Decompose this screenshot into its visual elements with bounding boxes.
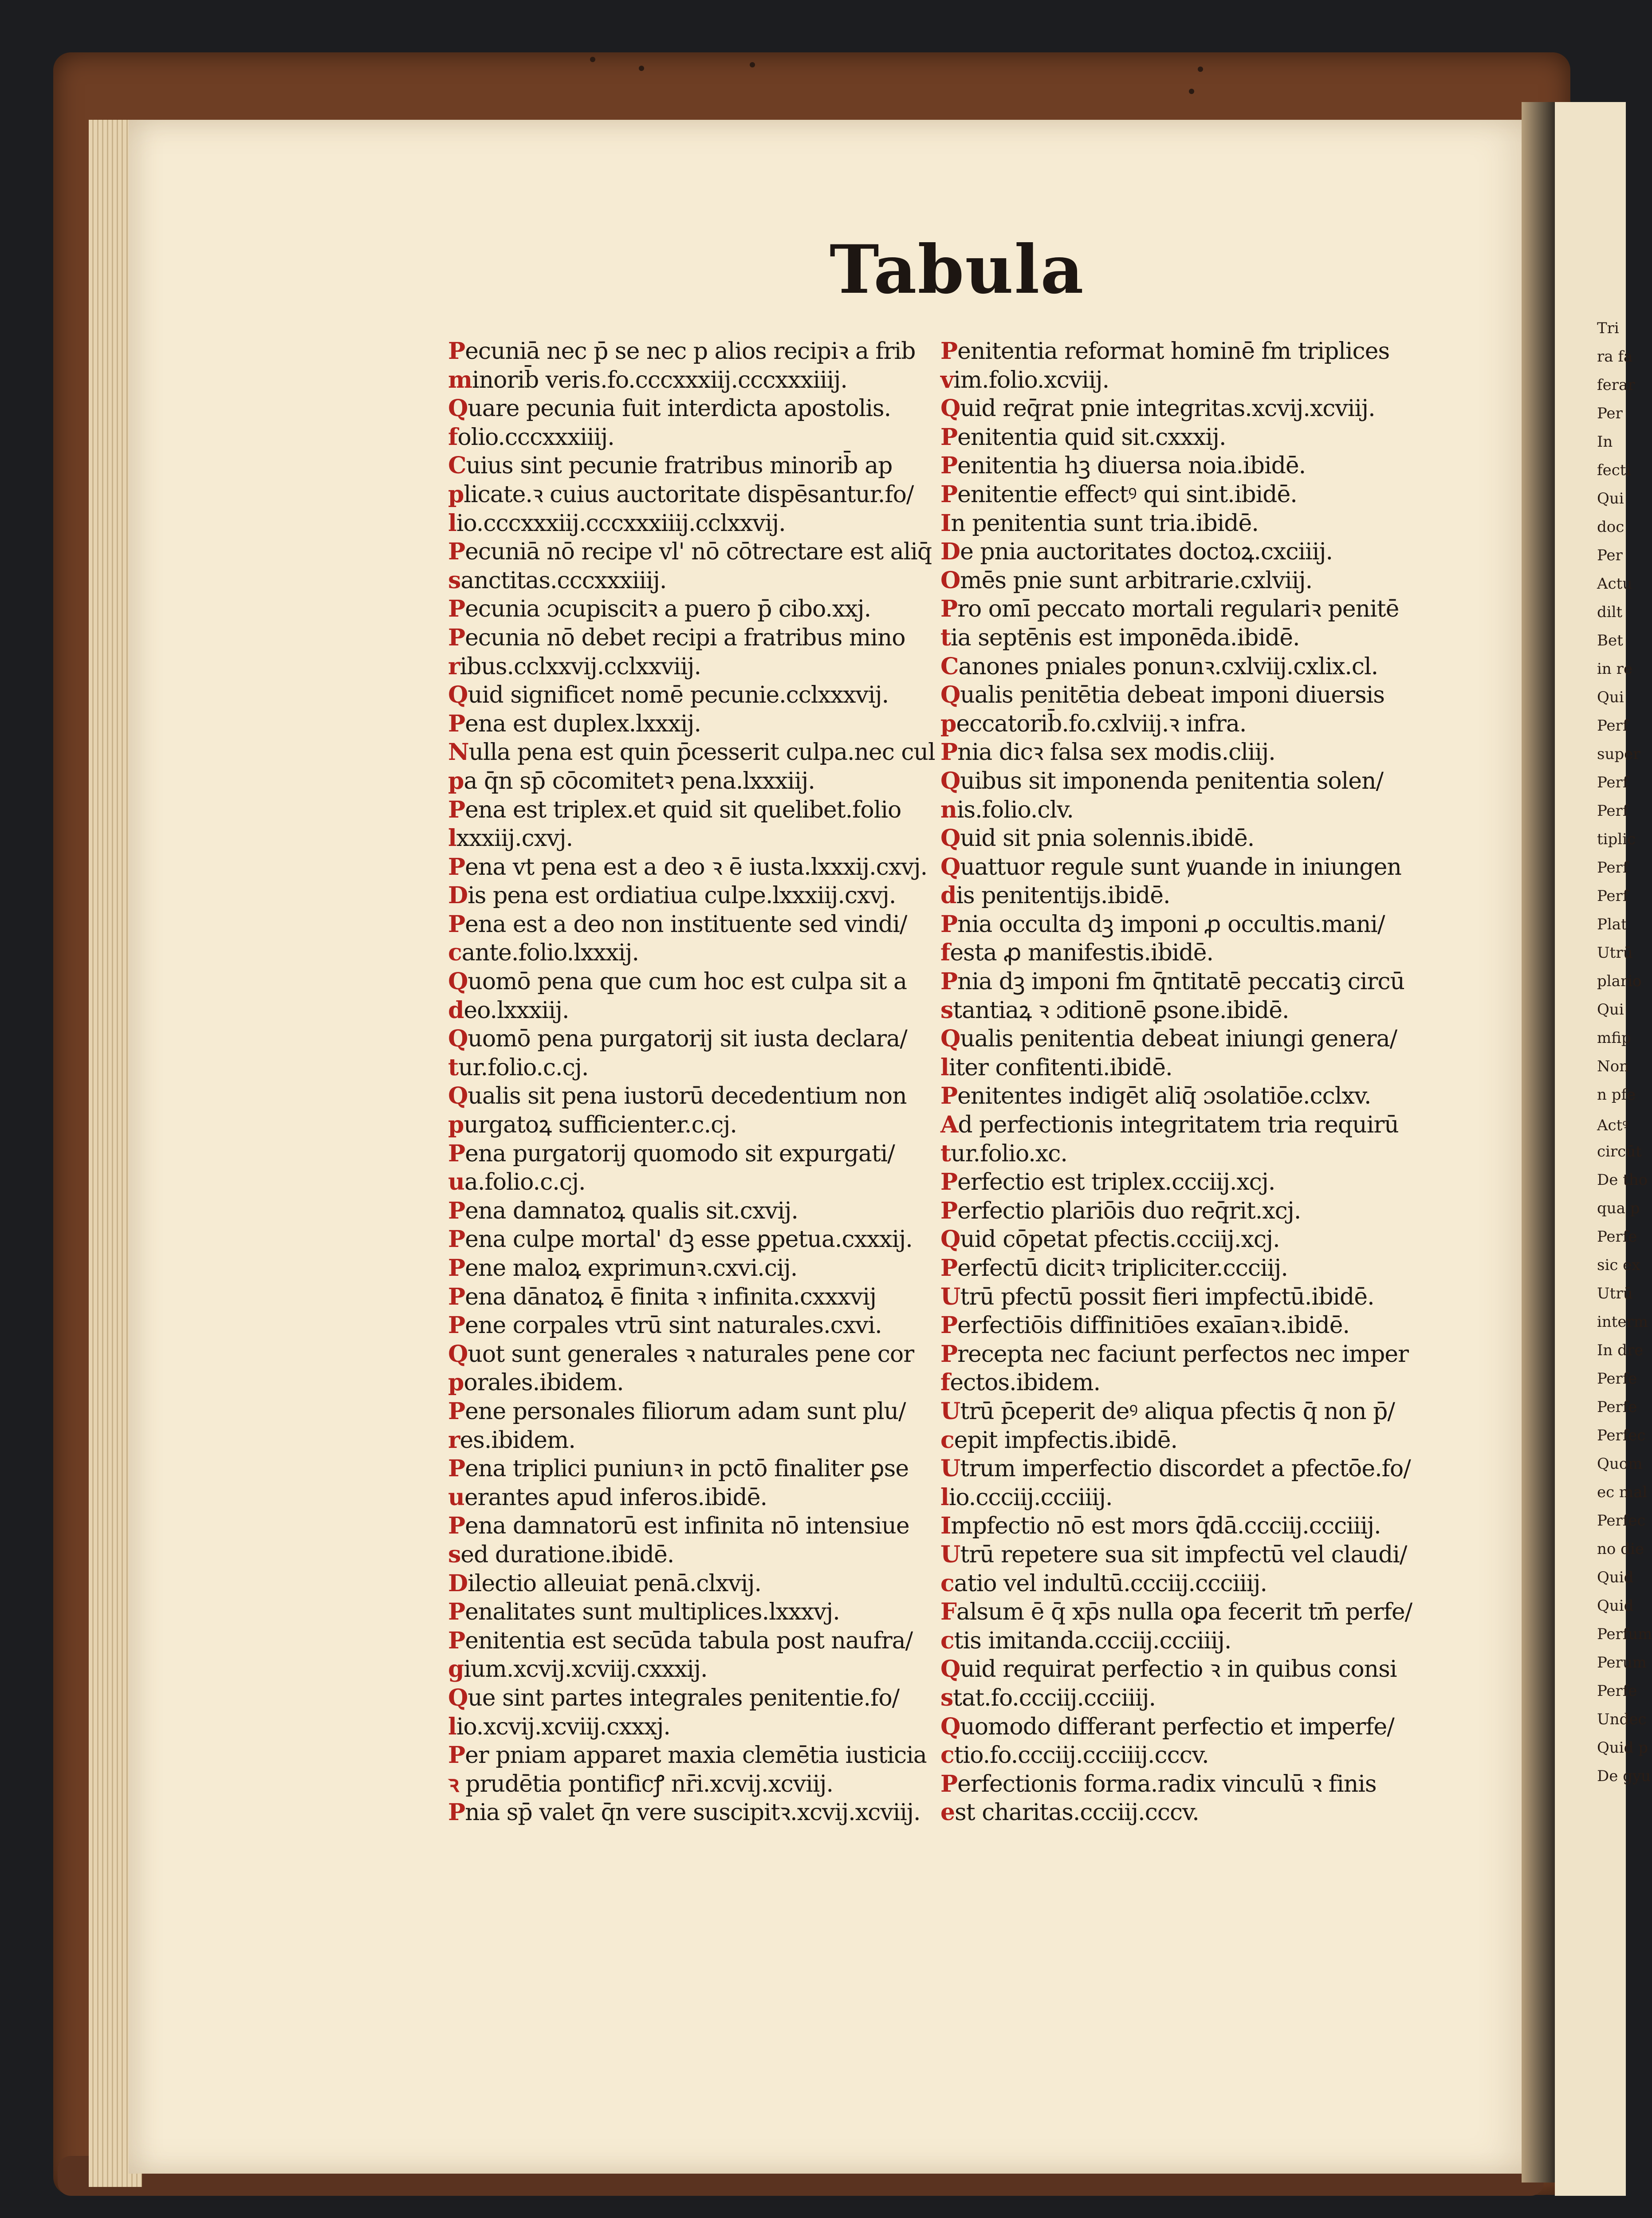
index-entry-line: deo.lxxxiij. bbox=[448, 996, 569, 1024]
right-page-fragment: interm bbox=[1597, 1313, 1648, 1331]
index-entry-line: De pnia auctoritates doctoꝝ.cxciiij. bbox=[940, 538, 1333, 566]
index-entry-line: Pena damnatorū est infinita nō intensiue bbox=[448, 1512, 909, 1540]
index-entry-line: peccatorib̄.fo.cxlviij.ꝛ infra. bbox=[940, 710, 1247, 737]
index-entry-line: Pena est a deo non instituente sed vindi/ bbox=[448, 910, 907, 938]
index-entry-line: sed duratione.ibidē. bbox=[448, 1541, 674, 1568]
index-entry-line: Pena est duplex.lxxxij. bbox=[448, 710, 701, 737]
right-page-fragment: Actꝰ bbox=[1597, 1117, 1628, 1134]
index-entry-line: pa q̄n sp̄ cōcomitetꝛ pena.lxxxiij. bbox=[448, 767, 815, 794]
index-entry-line: Penitentia reformat hominē fm triplices bbox=[940, 338, 1390, 365]
index-entry-line: ribus.cclxxvij.cclxxviij. bbox=[448, 653, 701, 680]
index-entry-line: stantiaꝝ ꝛ ɔditionē ꝑsone.ibidē. bbox=[940, 996, 1289, 1024]
index-entry-line: In penitentia sunt tria.ibidē. bbox=[940, 509, 1259, 537]
right-page-fragment: Per bbox=[1597, 547, 1623, 564]
index-entry-line: Quid cōpetat pfectis.ccciij.xcj. bbox=[940, 1226, 1280, 1253]
index-entry-line: Pena damnatoꝝ qualis sit.cxvij. bbox=[448, 1197, 798, 1224]
right-page-fragment: super bbox=[1597, 745, 1640, 763]
index-entry-line: tur.folio.xc. bbox=[940, 1140, 1067, 1167]
index-entry-line: Perfectio est triplex.ccciij.xcj. bbox=[940, 1168, 1275, 1196]
index-entry-line: Pene maloꝝ exprimunꝛ.cxvi.cij. bbox=[448, 1255, 798, 1282]
right-page-fragment: ferar bbox=[1597, 376, 1635, 394]
index-entry-line: lio.cccxxxiij.cccxxxiiij.cclxxvij. bbox=[448, 509, 786, 537]
index-entry-line: stat.fo.ccciij.ccciiij. bbox=[940, 1684, 1156, 1711]
index-entry-line: minorib̄ veris.fo.cccxxxiij.cccxxxiiij. bbox=[448, 366, 847, 393]
index-entry-line: Utrū repetere sua sit impfectū vel claudi/ bbox=[940, 1541, 1407, 1568]
index-entry-line: Pena dānatoꝝ ē finita ꝛ infinita.cxxxvij bbox=[448, 1283, 877, 1310]
index-entry-line: sanctitas.cccxxxiiij. bbox=[448, 566, 667, 594]
right-page-fragment: Quid bbox=[1597, 1569, 1634, 1586]
right-page-fragment: ec mal bbox=[1597, 1483, 1648, 1501]
index-entry-line: nis.folio.clv. bbox=[940, 796, 1074, 823]
index-entry-line: Precepta nec faciunt perfectos nec imper bbox=[940, 1340, 1408, 1368]
index-entry-line: festa ꝓ manifestis.ibidē. bbox=[940, 939, 1214, 967]
right-page-fragment: Perfec bbox=[1597, 1512, 1646, 1530]
index-entry-line: Pnia dicꝛ falsa sex modis.cliij. bbox=[940, 739, 1275, 766]
index-entry-line: Quomō pena que cum hoc est culpa sit a bbox=[448, 968, 907, 995]
page-title: Tabula bbox=[830, 231, 1085, 309]
index-entry-line: Penitentia quid sit.cxxxij. bbox=[940, 423, 1226, 451]
index-entry-line: Utrum imperfectio discordet a pfectōe.fo/ bbox=[940, 1455, 1411, 1483]
index-entry-line: ctis imitanda.ccciij.ccciiij. bbox=[940, 1627, 1231, 1654]
right-page-fragment: Perfe bbox=[1597, 1370, 1637, 1388]
right-page-fragment: Perf bbox=[1597, 774, 1628, 791]
index-entry-line: folio.cccxxxiiij. bbox=[448, 423, 614, 451]
index-entry-line: Pene personales filiorum adam sunt plu/ bbox=[448, 1397, 906, 1425]
wormhole bbox=[590, 57, 595, 62]
index-entry-line: Qualis penitentia debeat iniungi genera/ bbox=[940, 1025, 1397, 1053]
index-entry-line: liter confitenti.ibidē. bbox=[940, 1054, 1172, 1081]
index-entry-line: Quot sunt generales ꝛ naturales pene cor bbox=[448, 1340, 914, 1368]
right-page-fragment: Utrū bbox=[1597, 1285, 1633, 1302]
index-entry-line: purgatoꝝ sufficienter.c.cj. bbox=[448, 1111, 737, 1139]
index-entry-line: est charitas.ccciij.cccv. bbox=[940, 1799, 1199, 1826]
index-entry-line: tur.folio.c.cj. bbox=[448, 1054, 589, 1081]
index-entry-line: Pecuniā nō recipe vl' nō cōtrectare est aliq̄ bbox=[448, 538, 932, 566]
index-entry-line: Quattuor regule sunt ꝟuande in iniungen bbox=[940, 853, 1401, 881]
right-page-fragment: ra fa bbox=[1597, 348, 1633, 366]
index-entry-line: Quid sit pnia solennis.ibidē. bbox=[940, 825, 1255, 852]
right-page-fragment: De gyu bbox=[1597, 1767, 1651, 1785]
right-page-fragment: in re bbox=[1597, 660, 1632, 678]
right-page-fragment: Perum bbox=[1597, 1654, 1647, 1671]
right-page-fragment: dilt bbox=[1597, 603, 1623, 621]
page-gutter bbox=[1522, 102, 1557, 2183]
index-entry-line: Perfectio plariōis duo req̄rit.xcj. bbox=[940, 1197, 1301, 1224]
index-entry-line: gium.xcvij.xcviij.cxxxij. bbox=[448, 1656, 708, 1683]
right-page-fragment: Perf bbox=[1597, 887, 1628, 905]
index-entry-line: Per pniam apparet maxia clemētia iusticia bbox=[448, 1742, 927, 1769]
index-entry-line: Cuius sint pecunie fratribus minorib̄ ap bbox=[448, 452, 893, 480]
index-entry-line: tia septēnis est imponēda.ibidē. bbox=[940, 624, 1300, 651]
right-page-fragment: circūt bbox=[1597, 1143, 1642, 1160]
right-page-fragment: Perfum bbox=[1597, 1625, 1652, 1643]
index-entry-line: uerantes apud inferos.ibidē. bbox=[448, 1483, 767, 1511]
wormhole bbox=[750, 62, 755, 67]
right-page-fragment: tiplic bbox=[1597, 830, 1636, 848]
right-page-fragment: Qui bbox=[1597, 688, 1624, 706]
right-page-fragment: Perfe bbox=[1597, 1228, 1637, 1246]
index-entry-line: Quibus sit imponenda penitentia solen/ bbox=[940, 767, 1384, 794]
wormhole bbox=[639, 66, 644, 71]
index-entry-line: Quid requirat perfectio ꝛ in quibus consi bbox=[940, 1656, 1397, 1683]
right-page-fragment: Utrū bbox=[1597, 944, 1633, 962]
right-page-fragment: Actu bbox=[1597, 575, 1632, 593]
index-entry-line: Quomodo differant perfectio et imperfe/ bbox=[940, 1713, 1394, 1740]
index-entry-line: Perfectiōis diffinitiōes exaīanꝛ.ibidē. bbox=[940, 1312, 1350, 1339]
index-entry-line: Pecunia nō debet recipi a fratribus mino bbox=[448, 624, 905, 651]
right-page-fragment: Qui bbox=[1597, 1001, 1624, 1019]
index-entry-line: res.ibidem. bbox=[448, 1426, 575, 1454]
index-entry-line: Pena triplici puniunꝛ in pctō finaliter ꝑse bbox=[448, 1455, 909, 1483]
right-page-fragment: Undec bbox=[1597, 1711, 1647, 1728]
right-page-fragment: Plat bbox=[1597, 916, 1627, 933]
right-page-fragment: Quom bbox=[1597, 1455, 1643, 1473]
right-page-fragment: Per bbox=[1597, 405, 1623, 422]
index-entry-line: Quare pecunia fuit interdicta apostolis. bbox=[448, 395, 891, 422]
index-entry-line: Utrū p̄ceperit deꝰ aliqua pfectis q̄ non p̄/ bbox=[940, 1397, 1395, 1425]
right-page-fragment: Tri bbox=[1597, 319, 1619, 337]
index-entry-line: cepit impfectis.ibidē. bbox=[940, 1426, 1178, 1454]
index-entry-line: Penitentia hꝫ diuersa noia.ibidē. bbox=[940, 452, 1306, 480]
index-entry-line: Quomō pena purgatorij sit iusta declara/ bbox=[448, 1025, 907, 1053]
index-entry-line: Pecunia ɔcupiscitꝛ a puero p̄ cibo.xxj. bbox=[448, 595, 871, 623]
right-page-fragment: Perfec bbox=[1597, 1427, 1646, 1444]
index-entry-line: fectos.ibidem. bbox=[940, 1369, 1101, 1396]
index-entry-line: ctio.fo.ccciij.ccciiij.cccv. bbox=[940, 1742, 1209, 1769]
index-column-right bbox=[940, 337, 1411, 1827]
index-entry-line: vim.folio.xcviij. bbox=[940, 366, 1109, 393]
right-page-fragment: Non bbox=[1597, 1058, 1629, 1075]
right-page-fragment: qua p bbox=[1597, 1199, 1640, 1217]
right-page-fragment: Perf bbox=[1597, 859, 1628, 877]
right-page-fragment: plario bbox=[1597, 972, 1642, 990]
right-page-fragment: Qui bbox=[1597, 490, 1624, 507]
index-entry-line: Que sint partes integrales penitentie.fo/ bbox=[448, 1684, 900, 1711]
index-entry-line: catio vel indultū.ccciij.ccciiij. bbox=[940, 1569, 1267, 1597]
right-page-fragment: Perfe bbox=[1597, 1682, 1637, 1700]
index-entry-line: Pnia sp̄ valet q̄n vere suscipitꝛ.xcvij.xcviij. bbox=[448, 1799, 920, 1826]
index-entry-line: Nulla pena est quin p̄cesserit culpa.nec cul bbox=[448, 739, 935, 766]
right-page-fragment: doc bbox=[1597, 518, 1624, 536]
right-page-fragment: Perf bbox=[1597, 802, 1628, 820]
wormhole bbox=[1198, 67, 1203, 72]
right-page-fragment: Bet bbox=[1597, 632, 1623, 649]
index-entry-line: Pnia occulta dꝫ imponi ꝓ occultis.mani/ bbox=[940, 910, 1385, 938]
right-page-fragment: Quid p bbox=[1597, 1739, 1648, 1757]
index-entry-line: Utrū pfectū possit fieri impfectū.ibidē. bbox=[940, 1283, 1374, 1310]
index-entry-line: Impfectio nō est mors q̄dā.ccciij.ccciiij. bbox=[940, 1512, 1381, 1540]
index-entry-line: Perfectionis forma.radix vinculū ꝛ finis bbox=[940, 1770, 1377, 1797]
index-entry-line: Pena purgatorij quomodo sit expurgati/ bbox=[448, 1140, 895, 1167]
index-entry-line: ꝛ prudētia pontificꝭ nr̄i.xcvij.xcviij. bbox=[448, 1770, 834, 1797]
index-entry-line: porales.ibidem. bbox=[448, 1369, 624, 1396]
right-page-fragment: n pfe bbox=[1597, 1086, 1636, 1104]
index-entry-line: Dilectio alleuiat penā.clxvij. bbox=[448, 1569, 762, 1597]
index-entry-line: dis penitentijs.ibidē. bbox=[940, 882, 1170, 909]
index-entry-line: cante.folio.lxxxij. bbox=[448, 939, 639, 967]
index-entry-line: Pecuniā nec p̄ se nec p alios recipiꝛ a frib bbox=[448, 338, 916, 365]
index-entry-line: Pena est triplex.et quid sit quelibet.folio bbox=[448, 796, 901, 823]
index-entry-line: Pnia dꝫ imponi fm q̄ntitatē peccatiꝫ circū bbox=[940, 968, 1404, 995]
right-page-fragment: sic ex bbox=[1597, 1256, 1640, 1274]
right-page-fragment: no die bbox=[1597, 1540, 1644, 1558]
index-entry-line: Qualis penitētia debeat imponi diuersis bbox=[940, 681, 1385, 709]
index-entry-line: Penitentes indigēt aliq̄ ɔsolatiōe.cclxv. bbox=[940, 1082, 1371, 1110]
index-entry-line: Pena culpe mortal' dꝫ esse ꝑpetua.cxxxij. bbox=[448, 1226, 913, 1253]
index-entry-line: Falsum ē q̄ xp̄s nulla oꝑa fecerit tm̄ perfe/ bbox=[940, 1598, 1412, 1626]
index-entry-line: Pene corpales vtrū sint naturales.cxvi. bbox=[448, 1312, 882, 1339]
index-entry-line: Quid significet nomē pecunie.cclxxxvij. bbox=[448, 681, 889, 709]
index-entry-line: Quid req̄rat pnie integritas.xcvij.xcviij. bbox=[940, 395, 1375, 422]
index-entry-line: Pro omī peccato mortali regulariꝛ penitē bbox=[940, 595, 1399, 623]
index-entry-line: Canones pniales ponunꝛ.cxlviij.cxlix.cl. bbox=[940, 653, 1378, 680]
right-page-fragment: In dre bbox=[1597, 1341, 1644, 1359]
right-page-fragment: Perf bbox=[1597, 717, 1628, 735]
index-entry-line: lxxxiij.cxvj. bbox=[448, 825, 573, 852]
index-entry-line: Qualis sit pena iustorū decedentium non bbox=[448, 1082, 907, 1110]
right-page-fragment: In bbox=[1597, 433, 1613, 451]
right-page-fragment: Quid bbox=[1597, 1597, 1634, 1615]
index-entry-line: Dis pena est ordiatiua culpe.lxxxiij.cxvj. bbox=[448, 882, 896, 909]
index-entry-line: Penitentie effectꝰ qui sint.ibidē. bbox=[940, 480, 1297, 508]
index-entry-line: plicate.ꝛ cuius auctoritate dispēsantur.fo/ bbox=[448, 480, 914, 508]
index-entry-line: lio.xcvij.xcviij.cxxxj. bbox=[448, 1713, 670, 1740]
index-entry-line: ua.folio.c.cj. bbox=[448, 1168, 586, 1196]
right-page-fragment: fecti bbox=[1597, 461, 1631, 479]
index-entry-line: Ad perfectionis integritatem tria requirū bbox=[940, 1111, 1399, 1139]
index-entry-line: Penitentia est secūda tabula post naufra/ bbox=[448, 1627, 913, 1654]
index-entry-line: Penalitates sunt multiplices.lxxxvj. bbox=[448, 1598, 840, 1626]
right-page-fragment: Perfe bbox=[1597, 1398, 1637, 1416]
index-entry-line: Perfectū dicitꝛ tripliciter.ccciij. bbox=[940, 1255, 1288, 1282]
index-entry-line: Omēs pnie sunt arbitrarie.cxlviij. bbox=[940, 566, 1313, 594]
index-column-left bbox=[448, 337, 935, 1827]
wormhole bbox=[1189, 89, 1194, 94]
index-entry-line: lio.ccciij.ccciiij. bbox=[940, 1483, 1113, 1511]
right-page-fragment: mfip bbox=[1597, 1029, 1631, 1047]
index-entry-line: Pena vt pena est a deo ꝛ ē iusta.lxxxij.cxvj. bbox=[448, 853, 928, 881]
right-page-fragment: De tho bbox=[1597, 1171, 1648, 1189]
